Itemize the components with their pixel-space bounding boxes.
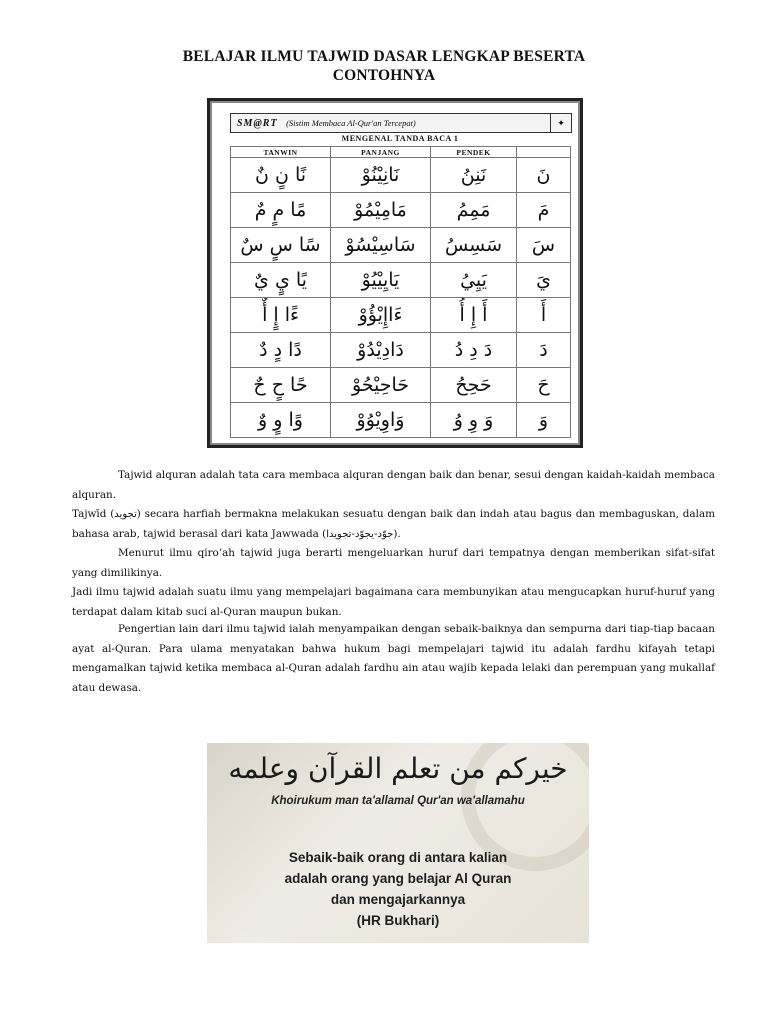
cell-panjang: نَانِيْنُوْ [331, 158, 431, 193]
cell-tanwin: ءًا إٍ أٌ [231, 298, 331, 333]
etymology-text-end: ). [393, 527, 401, 540]
page-title-line-1: BELAJAR ILMU TAJWID DASAR LENGKAP BESERTA [182, 48, 586, 65]
header-huruf [517, 147, 571, 158]
chart-subtitle: MENGENAL TANDA BACA 1 [230, 132, 570, 147]
cell-panjang: ءَاإِيْؤُوْ [331, 298, 431, 333]
paragraph-etymology [72, 505, 715, 544]
hadith-meaning-line-2: adalah orang yang belajar Al Quran [284, 871, 512, 886]
hadith-source: (HR Bukhari) [356, 913, 440, 928]
smart-logo: SM@RT [237, 118, 278, 129]
cell-tanwin: مًا مٍ مٌ [231, 193, 331, 228]
cell-panjang: وَاوِيْوُوْ [331, 403, 431, 438]
table-row [231, 158, 571, 193]
arabic-term-tajwid: تجويد [114, 509, 137, 520]
cell-pendek: يَيِيُ [431, 263, 517, 298]
paragraph-pengertian-lain: Pengertian lain dari ilmu tajwid ialah menyampaikan dengan sebaik-baiknya dan sempurna dari tiap-tiap bacaan ayat al-Quran. Para ulama menyatakan bahwa hukum bagi mempelajari tajwid itu adalah fardhu kifayah tetapi mengamalkan tajwid ketika membaca al-Quran adalah fardhu ain atau wajib kepada lelaki dan perempuan yang mukallaf atau dewasa. [72, 623, 715, 694]
cell-tanwin: دًا دٍ دٌ [231, 333, 331, 368]
cell-panjang: يَايِيْيُوْ [331, 263, 431, 298]
cell-pendek: دَ دِ دُ [431, 333, 517, 368]
tajwid-chart-image [207, 98, 583, 448]
hadith-meaning-line-3: dan mengajarkannya [330, 892, 466, 907]
header-tanwin: TANWIN [231, 147, 331, 158]
cell-panjang: سَاسِيْسُوْ [331, 228, 431, 263]
smart-logo-subtitle: (Sistim Membaca Al-Qur'an Tercepat) [286, 118, 416, 128]
cell-huruf: مَ [517, 193, 571, 228]
table-row [231, 298, 571, 333]
hadith-banner-image [207, 743, 589, 943]
paragraph-ilmu-tajwid: Jadi ilmu tajwid adalah suatu ilmu yang mempelajari bagaimana cara membunyikan atau mengucapkan huruf-huruf yang terdapat dalam kitab suci al-Quran maupun bukan. [72, 586, 715, 618]
etymology-text-middle: ) secara harfiah bermakna melakukan sesuatu dengan baik dan indah atau bagus dan membaguskan, dalam bahasa arab, tajwid berasal dari kata Jawwada ( [72, 508, 715, 540]
hadith-transliteration: Khoirukum man ta'allamal Qur'an wa'allamahu [271, 795, 525, 807]
hadith-arabic-calligraphy: خيركم من تعلم القرآن وعلمه [228, 752, 568, 785]
table-row [231, 403, 571, 438]
cell-tanwin: حًا حٍ حٌ [231, 368, 331, 403]
cell-huruf: يَ [517, 263, 571, 298]
cell-pendek: نَنِنُ [431, 158, 517, 193]
table-header-row [231, 147, 571, 158]
cell-pendek: وَ وِ وُ [431, 403, 517, 438]
chart-header-bar [230, 113, 572, 133]
cell-huruf: سَ [517, 228, 571, 263]
header-pendek: PENDEK [431, 147, 517, 158]
corner-emblem-icon: ✦ [550, 114, 571, 132]
table-row [231, 333, 571, 368]
cell-tanwin: سًا سٍ سٌ [231, 228, 331, 263]
cell-huruf: حَ [517, 368, 571, 403]
hadith-meaning-line-1: Sebaik-baik orang di antara kalian [288, 850, 508, 865]
page-title [100, 47, 668, 85]
cell-pendek: مَمِمُ [431, 193, 517, 228]
cell-panjang: حَاحِيْحُوْ [331, 368, 431, 403]
cell-panjang: مَامِيْمُوْ [331, 193, 431, 228]
table-row [231, 228, 571, 263]
cell-huruf: دَ [517, 333, 571, 368]
header-panjang: PANJANG [331, 147, 431, 158]
paragraph-qiroah: Menurut ilmu qiro’ah tajwid juga berarti mengeluarkan huruf dari tempatnya dengan memberikan sifat-sifat yang dimilikinya. [72, 547, 715, 579]
paragraph-definition: Tajwid alquran adalah tata cara membaca alquran dengan baik dan benar, sesui dengan kaidah-kaidah membaca alquran. [72, 469, 715, 501]
cell-panjang: دَادِيْدُوْ [331, 333, 431, 368]
cell-huruf: نَ [517, 158, 571, 193]
etymology-text-start: Tajwīd ( [72, 508, 115, 520]
cell-tanwin: نًا نٍ نٌ [231, 158, 331, 193]
table-row [231, 368, 571, 403]
cell-huruf: وَ [517, 403, 571, 438]
arabic-term-jawwada: جوّد-يجوّد-تجويدا [326, 528, 394, 540]
page-title-line-2: CONTOHNYA [332, 67, 436, 84]
hadith-meaning [207, 847, 589, 931]
cell-huruf: أَ [517, 298, 571, 333]
cell-pendek: أَ إِ أُ [431, 298, 517, 333]
table-row [231, 193, 571, 228]
cell-tanwin: يًا يٍ يٌ [231, 263, 331, 298]
cell-pendek: حَحِحُ [431, 368, 517, 403]
tajwid-table [230, 146, 571, 438]
table-row [231, 263, 571, 298]
cell-tanwin: وًا وٍ وٌ [231, 403, 331, 438]
cell-pendek: سَسِسُ [431, 228, 517, 263]
